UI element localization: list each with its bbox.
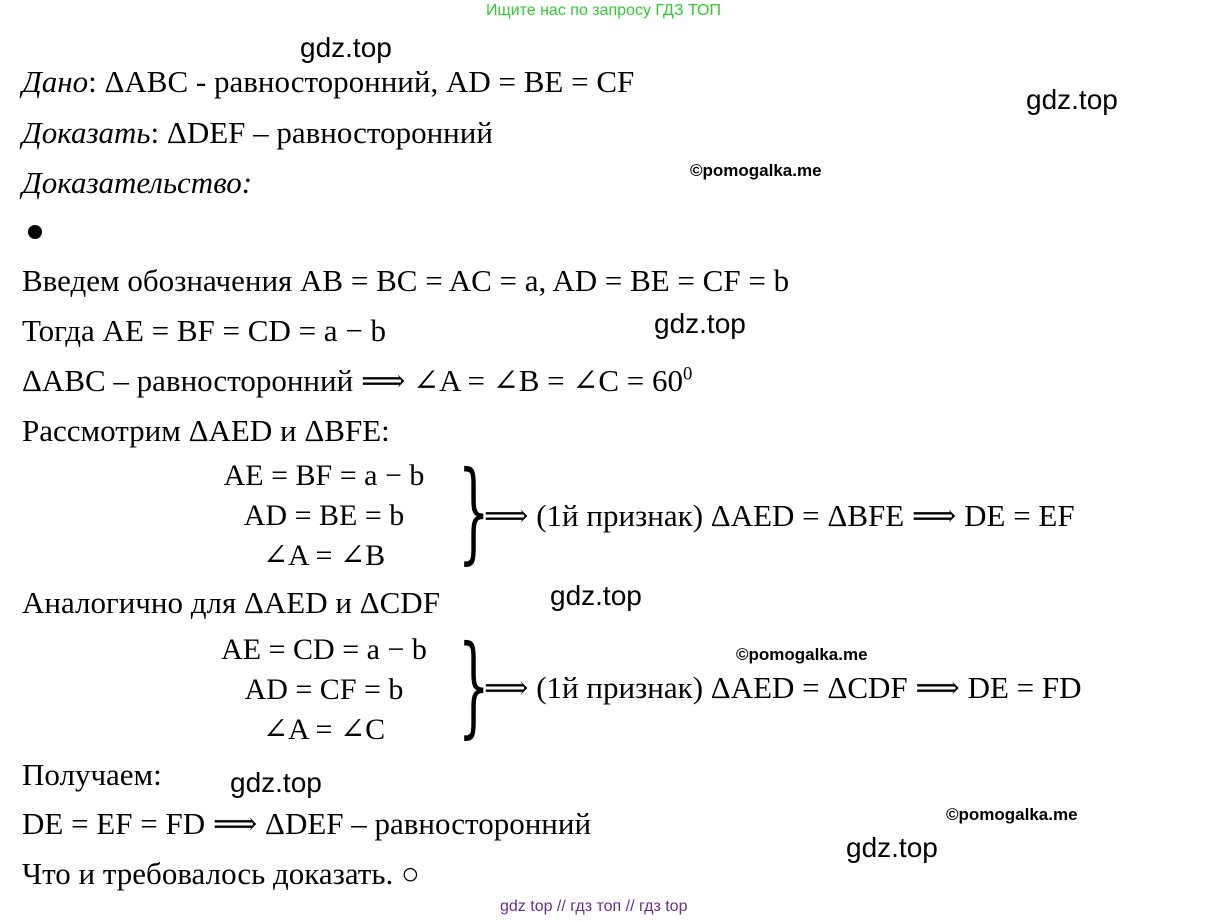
prove-label: Доказать (22, 115, 151, 150)
then-line: Тогда AE = BF = CD = a − b (22, 313, 387, 348)
top-banner: Ищите нас по запросу ГДЗ ТОП (486, 2, 721, 19)
degree-sup: 0 (683, 363, 693, 385)
proof-label: Доказательство: (22, 165, 253, 200)
system-2-row: ∠A = ∠C (262, 713, 386, 746)
watermark-pomogalka: ©pomogalka.me (946, 805, 1078, 824)
right-brace-icon: } (458, 447, 490, 575)
conclusion-line: DE = EF = FD ⟹ ΔDEF – равносторонний (22, 806, 592, 841)
prove-text: : ΔDEF – равносторонний (150, 115, 493, 150)
given-line (22, 64, 634, 100)
watermark-gdz: gdz.top (1026, 84, 1118, 115)
given-label: Дано (22, 64, 89, 99)
watermark-pomogalka: ©pomogalka.me (736, 645, 868, 664)
watermark-gdz: gdz.top (654, 308, 746, 339)
system-2-row: AE = CD = a − b (221, 633, 427, 666)
watermark-gdz: gdz.top (550, 580, 642, 611)
right-brace-icon: } (458, 621, 490, 749)
given-text: : ΔABC - равносторонний, AD = BE = CF (88, 64, 635, 99)
system-1-row: AE = BF = a − b (223, 459, 425, 492)
system-1-row: ∠A = ∠B (262, 539, 386, 572)
watermark-pomogalka: ©pomogalka.me (690, 161, 822, 180)
system-2-conditions (188, 630, 460, 750)
notation-line: Введем обозначения AB = BC = AC = a, AD = BE = CF = b (22, 263, 790, 298)
prove-line (22, 115, 493, 151)
result-label: Получаем: (22, 757, 162, 792)
watermark-gdz: gdz.top (230, 767, 322, 798)
watermark-gdz: gdz.top (846, 832, 938, 863)
analog-line: Аналогично для ΔAED и ΔCDF (22, 585, 440, 620)
consider-line: Рассмотрим ΔAED и ΔBFE: (22, 413, 390, 448)
bullet-icon (28, 225, 42, 239)
system-2-result: ⟹ (1й признак) ΔAED = ΔCDF ⟹ DE = FD (484, 670, 1082, 705)
footer-links: gdz top // гдз топ // гдз top (500, 898, 688, 915)
watermark-gdz: gdz.top (300, 32, 392, 63)
angles-line (22, 363, 692, 399)
qed-line: Что и требовалось доказать. ○ (22, 856, 420, 891)
system-1-result: ⟹ (1й признак) ΔAED = ΔBFE ⟹ DE = EF (484, 498, 1075, 533)
system-2-row: AD = CF = b (244, 673, 404, 706)
system-1-conditions (188, 456, 460, 576)
angles-text: ΔABC – равносторонний ⟹ ∠A = ∠B = ∠C = 60 (22, 363, 684, 398)
system-1-row: AD = BE = b (243, 499, 405, 532)
